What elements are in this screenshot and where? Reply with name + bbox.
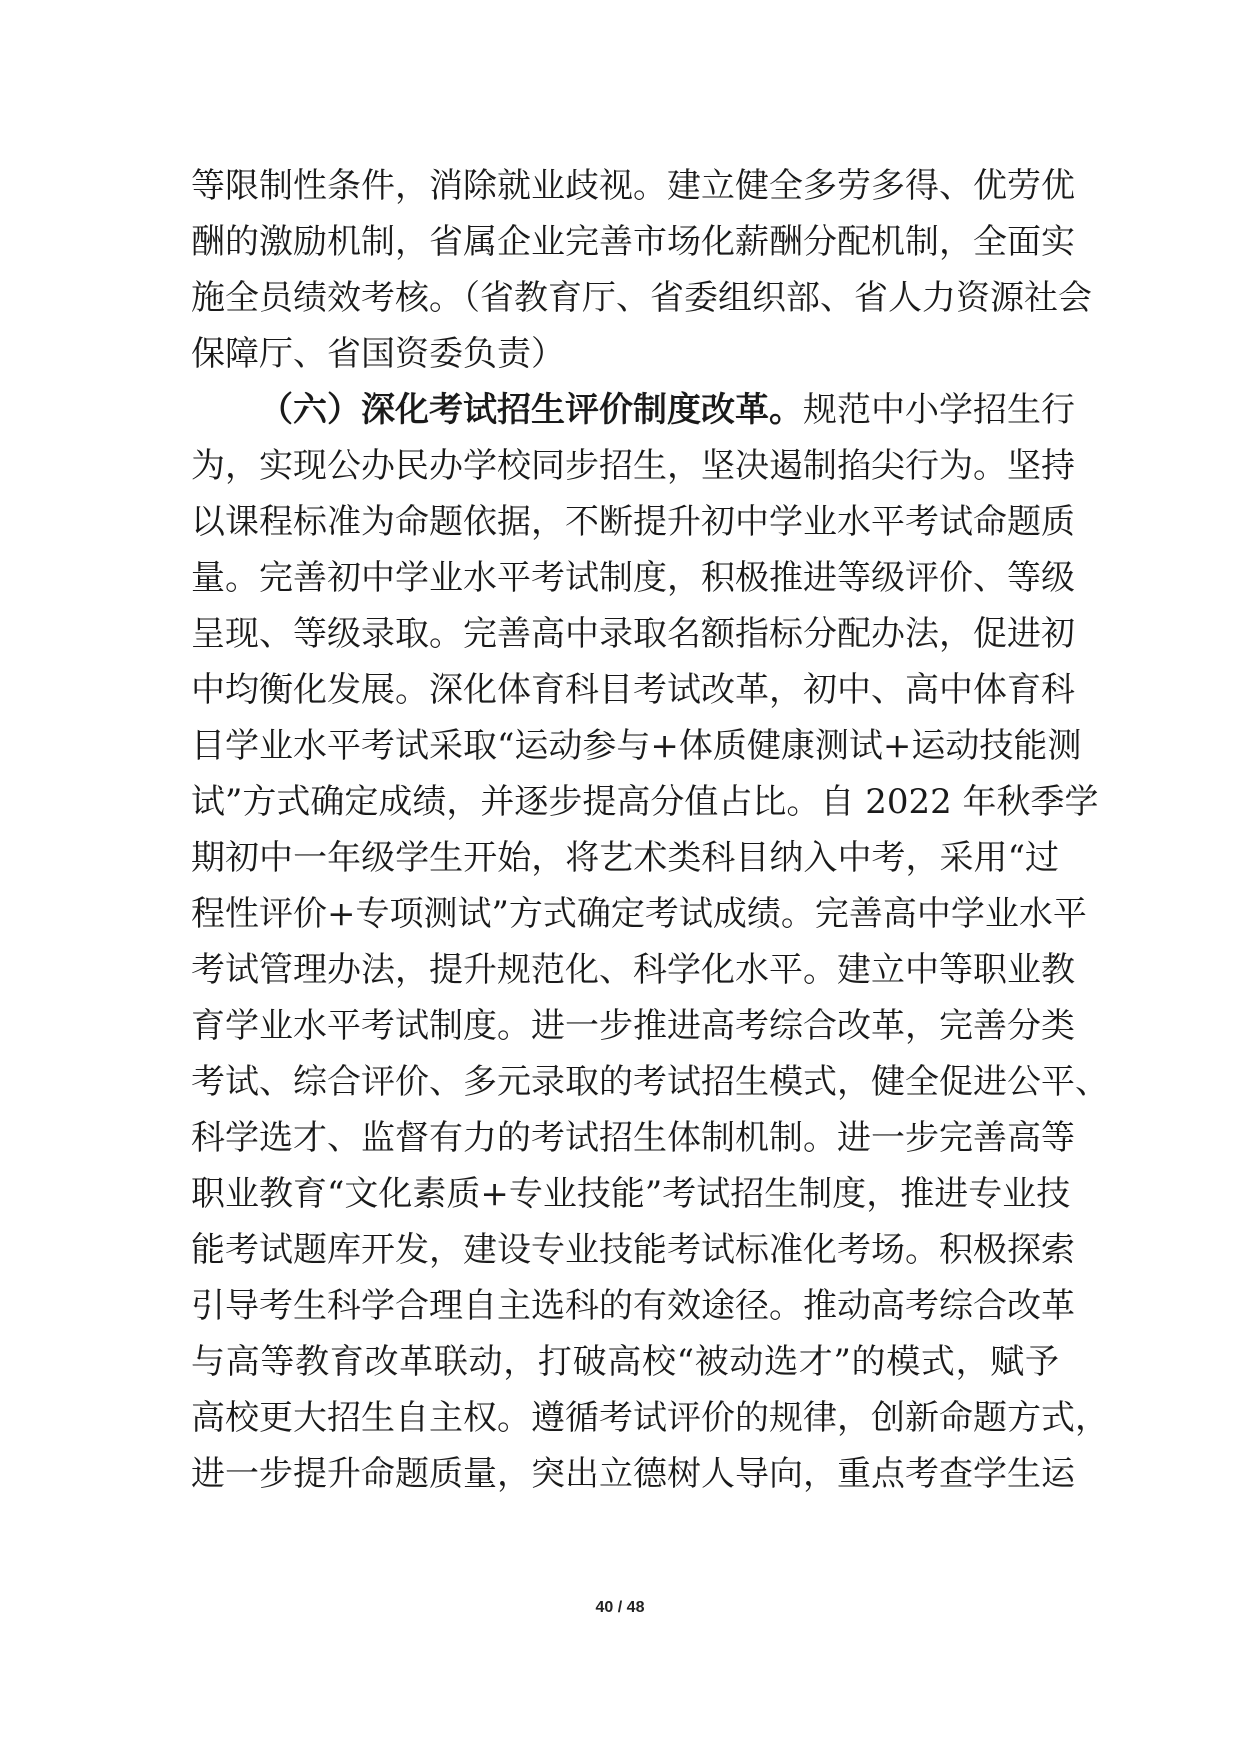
paragraph-line: 酬的激励机制，省属企业完善市场化薪酬分配机制，全面实 bbox=[191, 222, 1075, 262]
paragraph-line: 育学业水平考试制度。进一步推进高考综合改革，完善分类 bbox=[191, 1006, 1075, 1046]
paragraph-line: 职业教育“文化素质+专业技能”考试招生制度，推进专业技 bbox=[191, 1174, 1071, 1214]
paragraph-line: 以课程标准为命题依据，不断提升初中学业水平考试命题质 bbox=[191, 502, 1075, 542]
paragraph-line: 试”方式确定成绩，并逐步提高分值占比。自 2022 年秋季学 bbox=[191, 782, 1099, 822]
paragraph-line: 期初中一年级学生开始，将艺术类科目纳入中考，采用“过 bbox=[191, 838, 1059, 878]
paragraph-line: 目学业水平考试采取“运动参与+体质健康测试+运动技能测 bbox=[191, 726, 1082, 766]
paragraph-line: 呈现、等级录取。完善高中录取名额指标分配办法，促进初 bbox=[191, 614, 1075, 654]
section-heading-line bbox=[191, 382, 1075, 438]
body-text bbox=[191, 158, 1109, 1502]
paragraph-line: 能考试题库开发，建设专业技能考试标准化考场。积极探索 bbox=[191, 1230, 1075, 1270]
paragraph-line: 高校更大招生自主权。遵循考试评价的规律，创新命题方式， bbox=[191, 1398, 1109, 1438]
paragraph-line: 中均衡化发展。深化体育科目考试改革，初中、高中体育科 bbox=[191, 670, 1075, 710]
paragraph-line: 科学选才、监督有力的考试招生体制机制。进一步完善高等 bbox=[191, 1118, 1075, 1158]
page-number: 40 / 48 bbox=[595, 1599, 645, 1616]
section-first-line-text: 规范中小学招生行 bbox=[803, 390, 1075, 430]
paragraph-line: 程性评价+专项测试”方式确定考试成绩。完善高中学业水平 bbox=[191, 894, 1087, 934]
paragraph-line: 进一步提升命题质量，突出立德树人导向，重点考查学生运 bbox=[191, 1454, 1075, 1494]
paragraph-line: 等限制性条件，消除就业歧视。建立健全多劳多得、优劳优 bbox=[191, 166, 1075, 206]
section-heading: （六）深化考试招生评价制度改革。 bbox=[259, 390, 803, 430]
paragraph-line: 与高等教育改革联动，打破高校“被动选才”的模式，赋予 bbox=[191, 1342, 1059, 1382]
paragraph-line: 施全员绩效考核。（省教育厅、省委组织部、省人力资源社会 bbox=[191, 278, 1092, 318]
paragraph-line: 引导考生科学合理自主选科的有效途径。推动高考综合改革 bbox=[191, 1286, 1075, 1326]
paragraph-line: 考试管理办法，提升规范化、科学化水平。建立中等职业教 bbox=[191, 950, 1075, 990]
paragraph-line: 保障厅、省国资委负责） bbox=[191, 334, 565, 374]
paragraph-line: 考试、综合评价、多元录取的考试招生模式，健全促进公平、 bbox=[191, 1062, 1109, 1102]
paragraph-line: 量。完善初中学业水平考试制度，积极推进等级评价、等级 bbox=[191, 558, 1075, 598]
paragraph-line: 为，实现公办民办学校同步招生，坚决遏制掐尖行为。坚持 bbox=[191, 446, 1075, 486]
